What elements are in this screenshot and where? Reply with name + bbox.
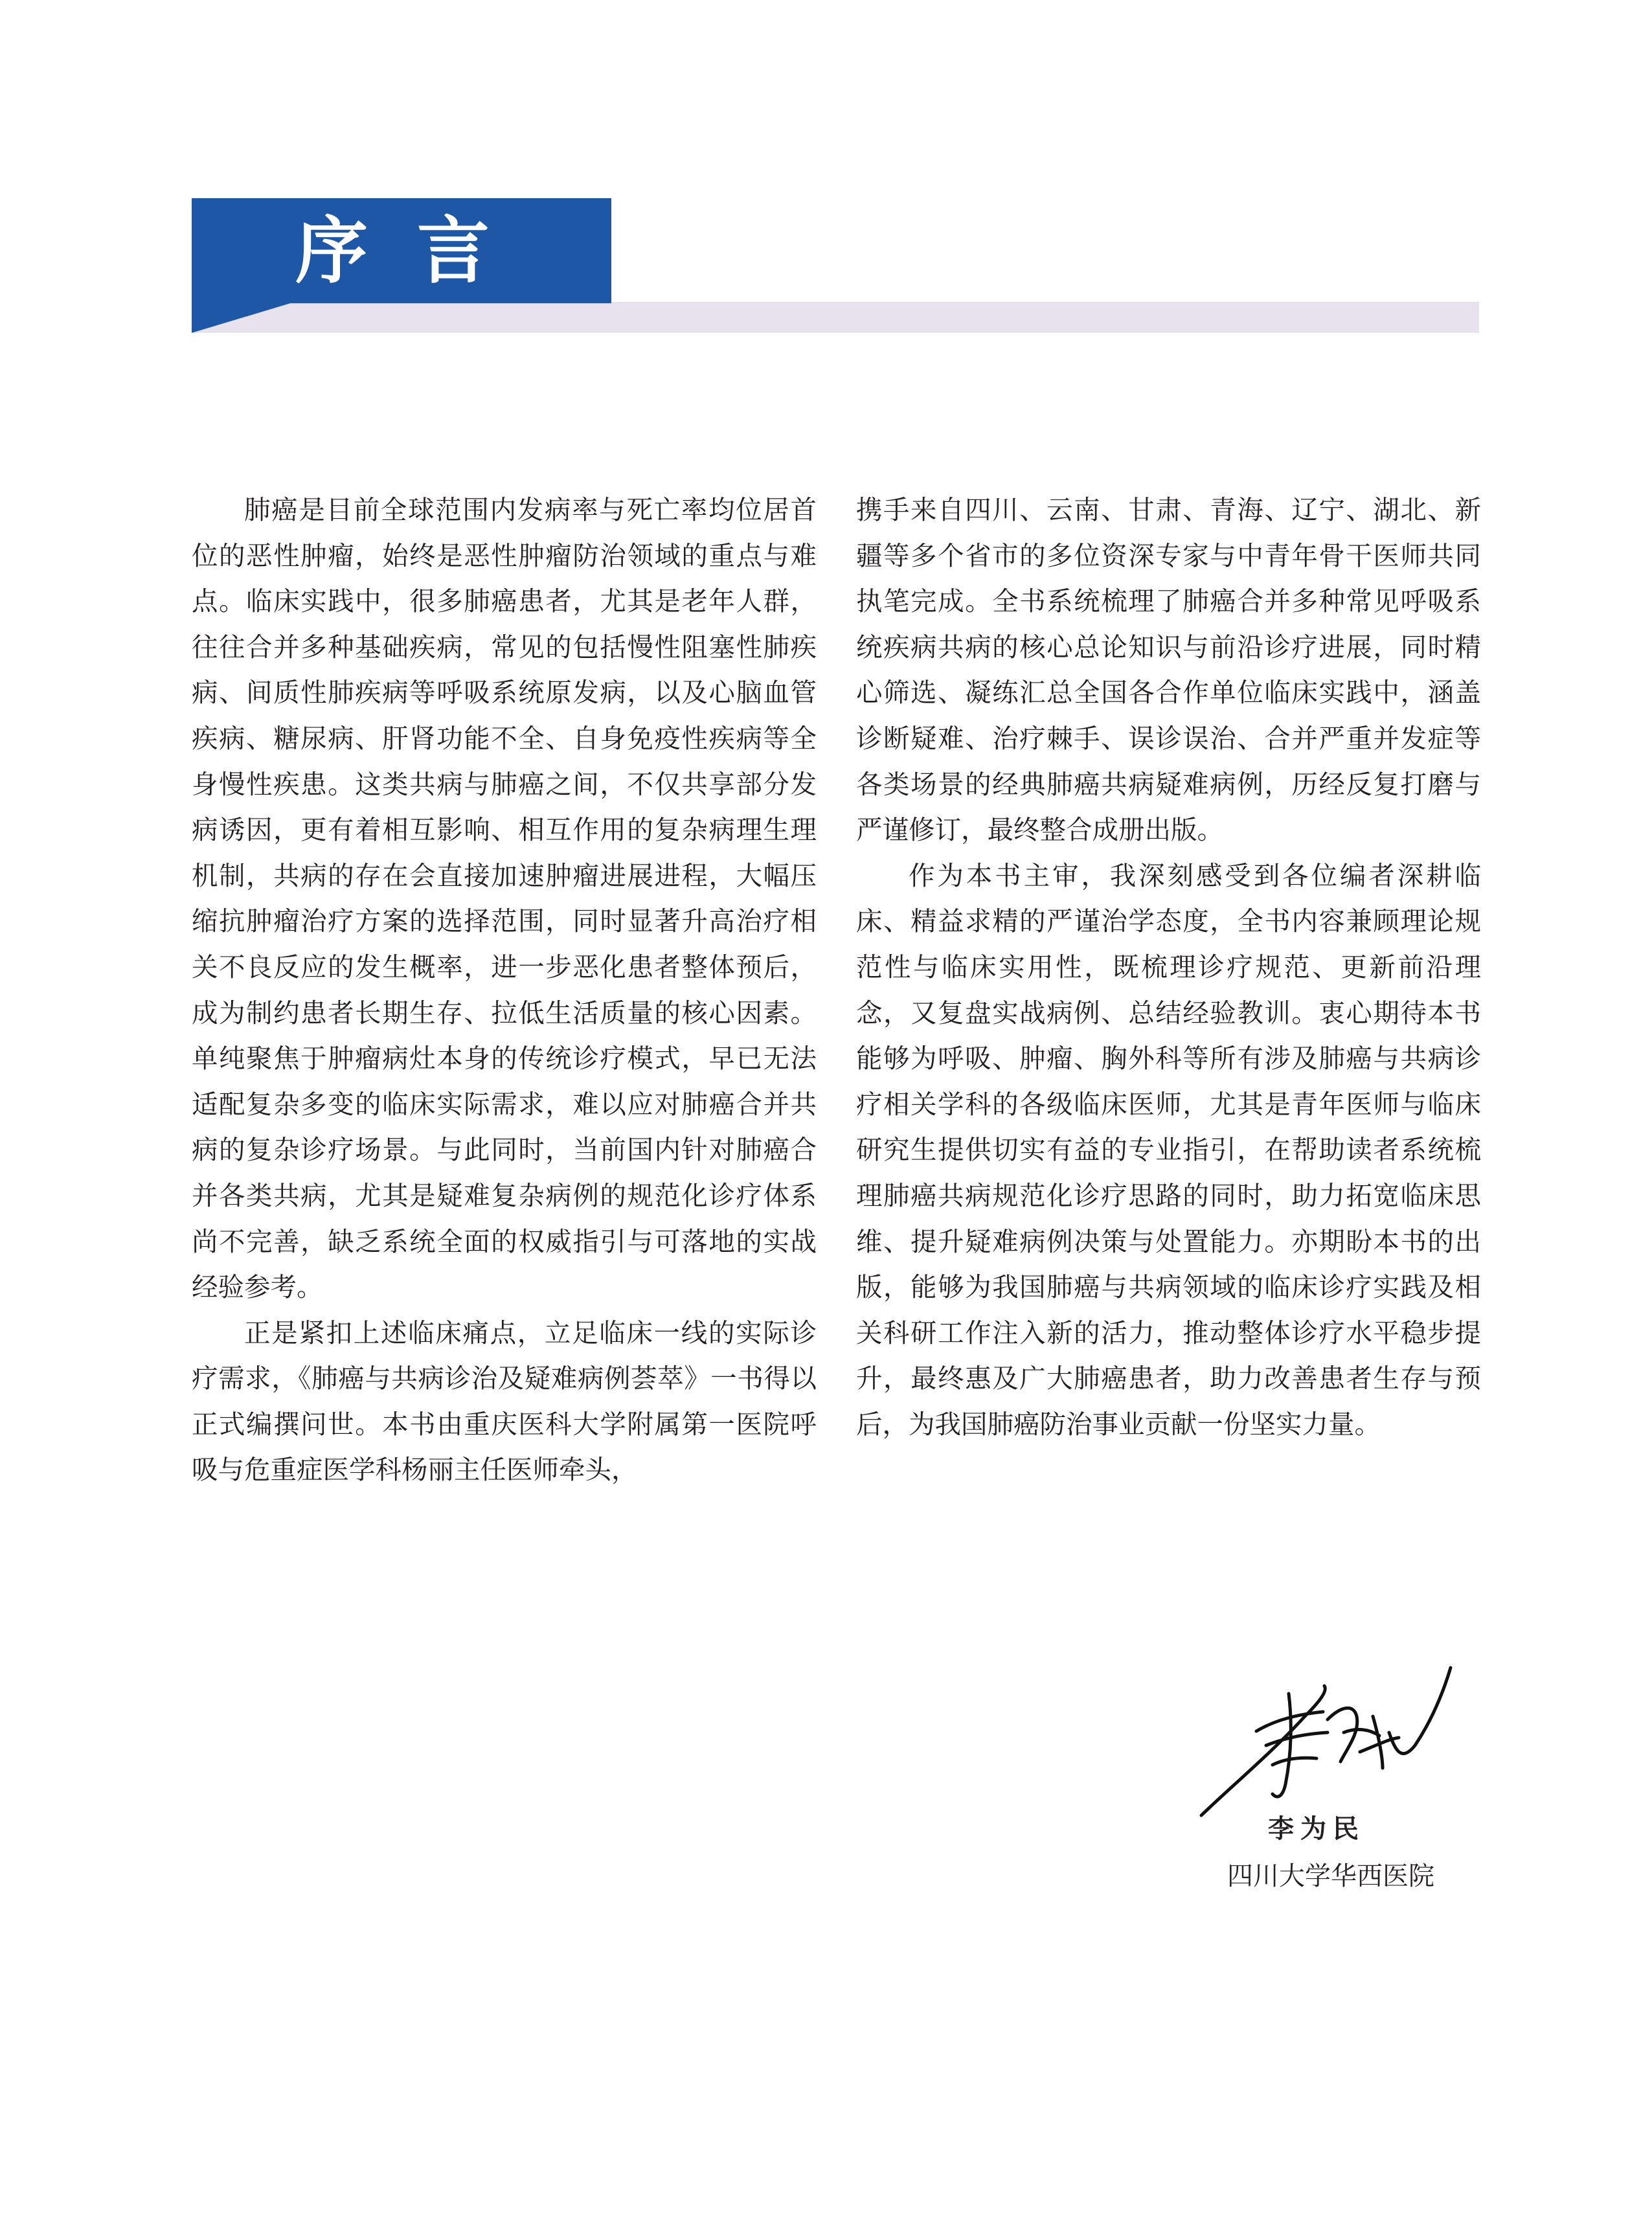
body-paragraph-continued: 携手来自四川、云南、甘肃、青海、辽宁、湖北、新疆等多个省市的多位资深专家与中青年骨干医师共同执笔完成。全书系统梳理了肺癌合并多种常见呼吸系统疾病共病的核心总论知识与前沿诊疗进展，同时精心筛选、凝练汇总全国各合作单位临床实践中，涵盖诊断疑难、治疗棘手、误诊误治、合并严重并发症等各类场景的经典肺癌共病疑难病例，历经反复打磨与严谨修订，最终整合成册出版。 bbox=[856, 494, 1481, 846]
body-paragraph: 正是紧扣上述临床痛点，立足临床一线的实际诊疗需求，《肺癌与共病诊治及疑难病例荟萃》一书得以正式编撰问世。本书由重庆医科大学附属第一医院呼吸与危重症医学科杨丽主任医师牵头， bbox=[192, 1317, 817, 1486]
right-text-column bbox=[856, 487, 1481, 1447]
signer-institution: 四川大学华西医院 bbox=[1227, 1861, 1434, 1891]
header-divider-bar bbox=[192, 302, 1479, 333]
page-title: 序言 bbox=[295, 209, 539, 293]
body-paragraph: 作为本书主审，我深刻感受到各位编者深耕临床、精益求精的严谨治学态度，全书内容兼顾理论规范性与临床实用性，既梳理诊疗规范、更新前沿理念，又复盘实战病例、总结经验教训。衷心期待本书能够为呼吸、肿瘤、胸外科等所有涉及肺癌与共病诊疗相关学科的各级临床医师，尤其是青年医师与临床研究生提供切实有益的专业指引，在帮助读者系统梳理肺癌共病规范化诊疗思路的同时，助力拓宽临床思维、提升疑难病例决策与处置能力。亦期盼本书的出版，能够为我国肺癌与共病领域的临床诊疗实践及相关科研工作注入新的活力，推动整体诊疗水平稳步提升，最终惠及广大肺癌患者，助力改善患者生存与预后，为我国肺癌防治事业贡献一份坚实力量。 bbox=[856, 859, 1481, 1440]
signer-name: 李为民 bbox=[1268, 1813, 1365, 1844]
body-paragraph: 肺癌是目前全球范围内发病率与死亡率均位居首位的恶性肿瘤，始终是恶性肿瘤防治领域的重点与难点。临床实践中，很多肺癌患者，尤其是老年人群，往往合并多种基础疾病，常见的包括慢性阻塞性肺疾病、间质性肺疾病等呼吸系统原发病，以及心脑血管疾病、糖尿病、肝肾功能不全、自身免疫性疾病等全身慢性疾患。这类共病与肺癌之间，不仅共享部分发病诱因，更有着相互影响、相互作用的复杂病理生理机制，共病的存在会直接加速肿瘤进展进程，大幅压缩抗肿瘤治疗方案的选择范围，同时显著升高治疗相关不良反应的发生概率，进一步恶化患者整体预后，成为制约患者长期生存、拉低生活质量的核心因素。单纯聚焦于肿瘤病灶本身的传统诊疗模式，早已无法适配复杂多变的临床实际需求，难以应对肺癌合并共病的复杂诊疗场景。与此同时，当前国内针对肺癌合并各类共病，尤其是疑难复杂病例的规范化诊疗体系尚不完善，缺乏系统全面的权威指引与可落地的实战经验参考。 bbox=[192, 494, 817, 1303]
handwritten-signature-icon bbox=[1195, 1655, 1454, 1823]
left-text-column bbox=[192, 487, 817, 1493]
